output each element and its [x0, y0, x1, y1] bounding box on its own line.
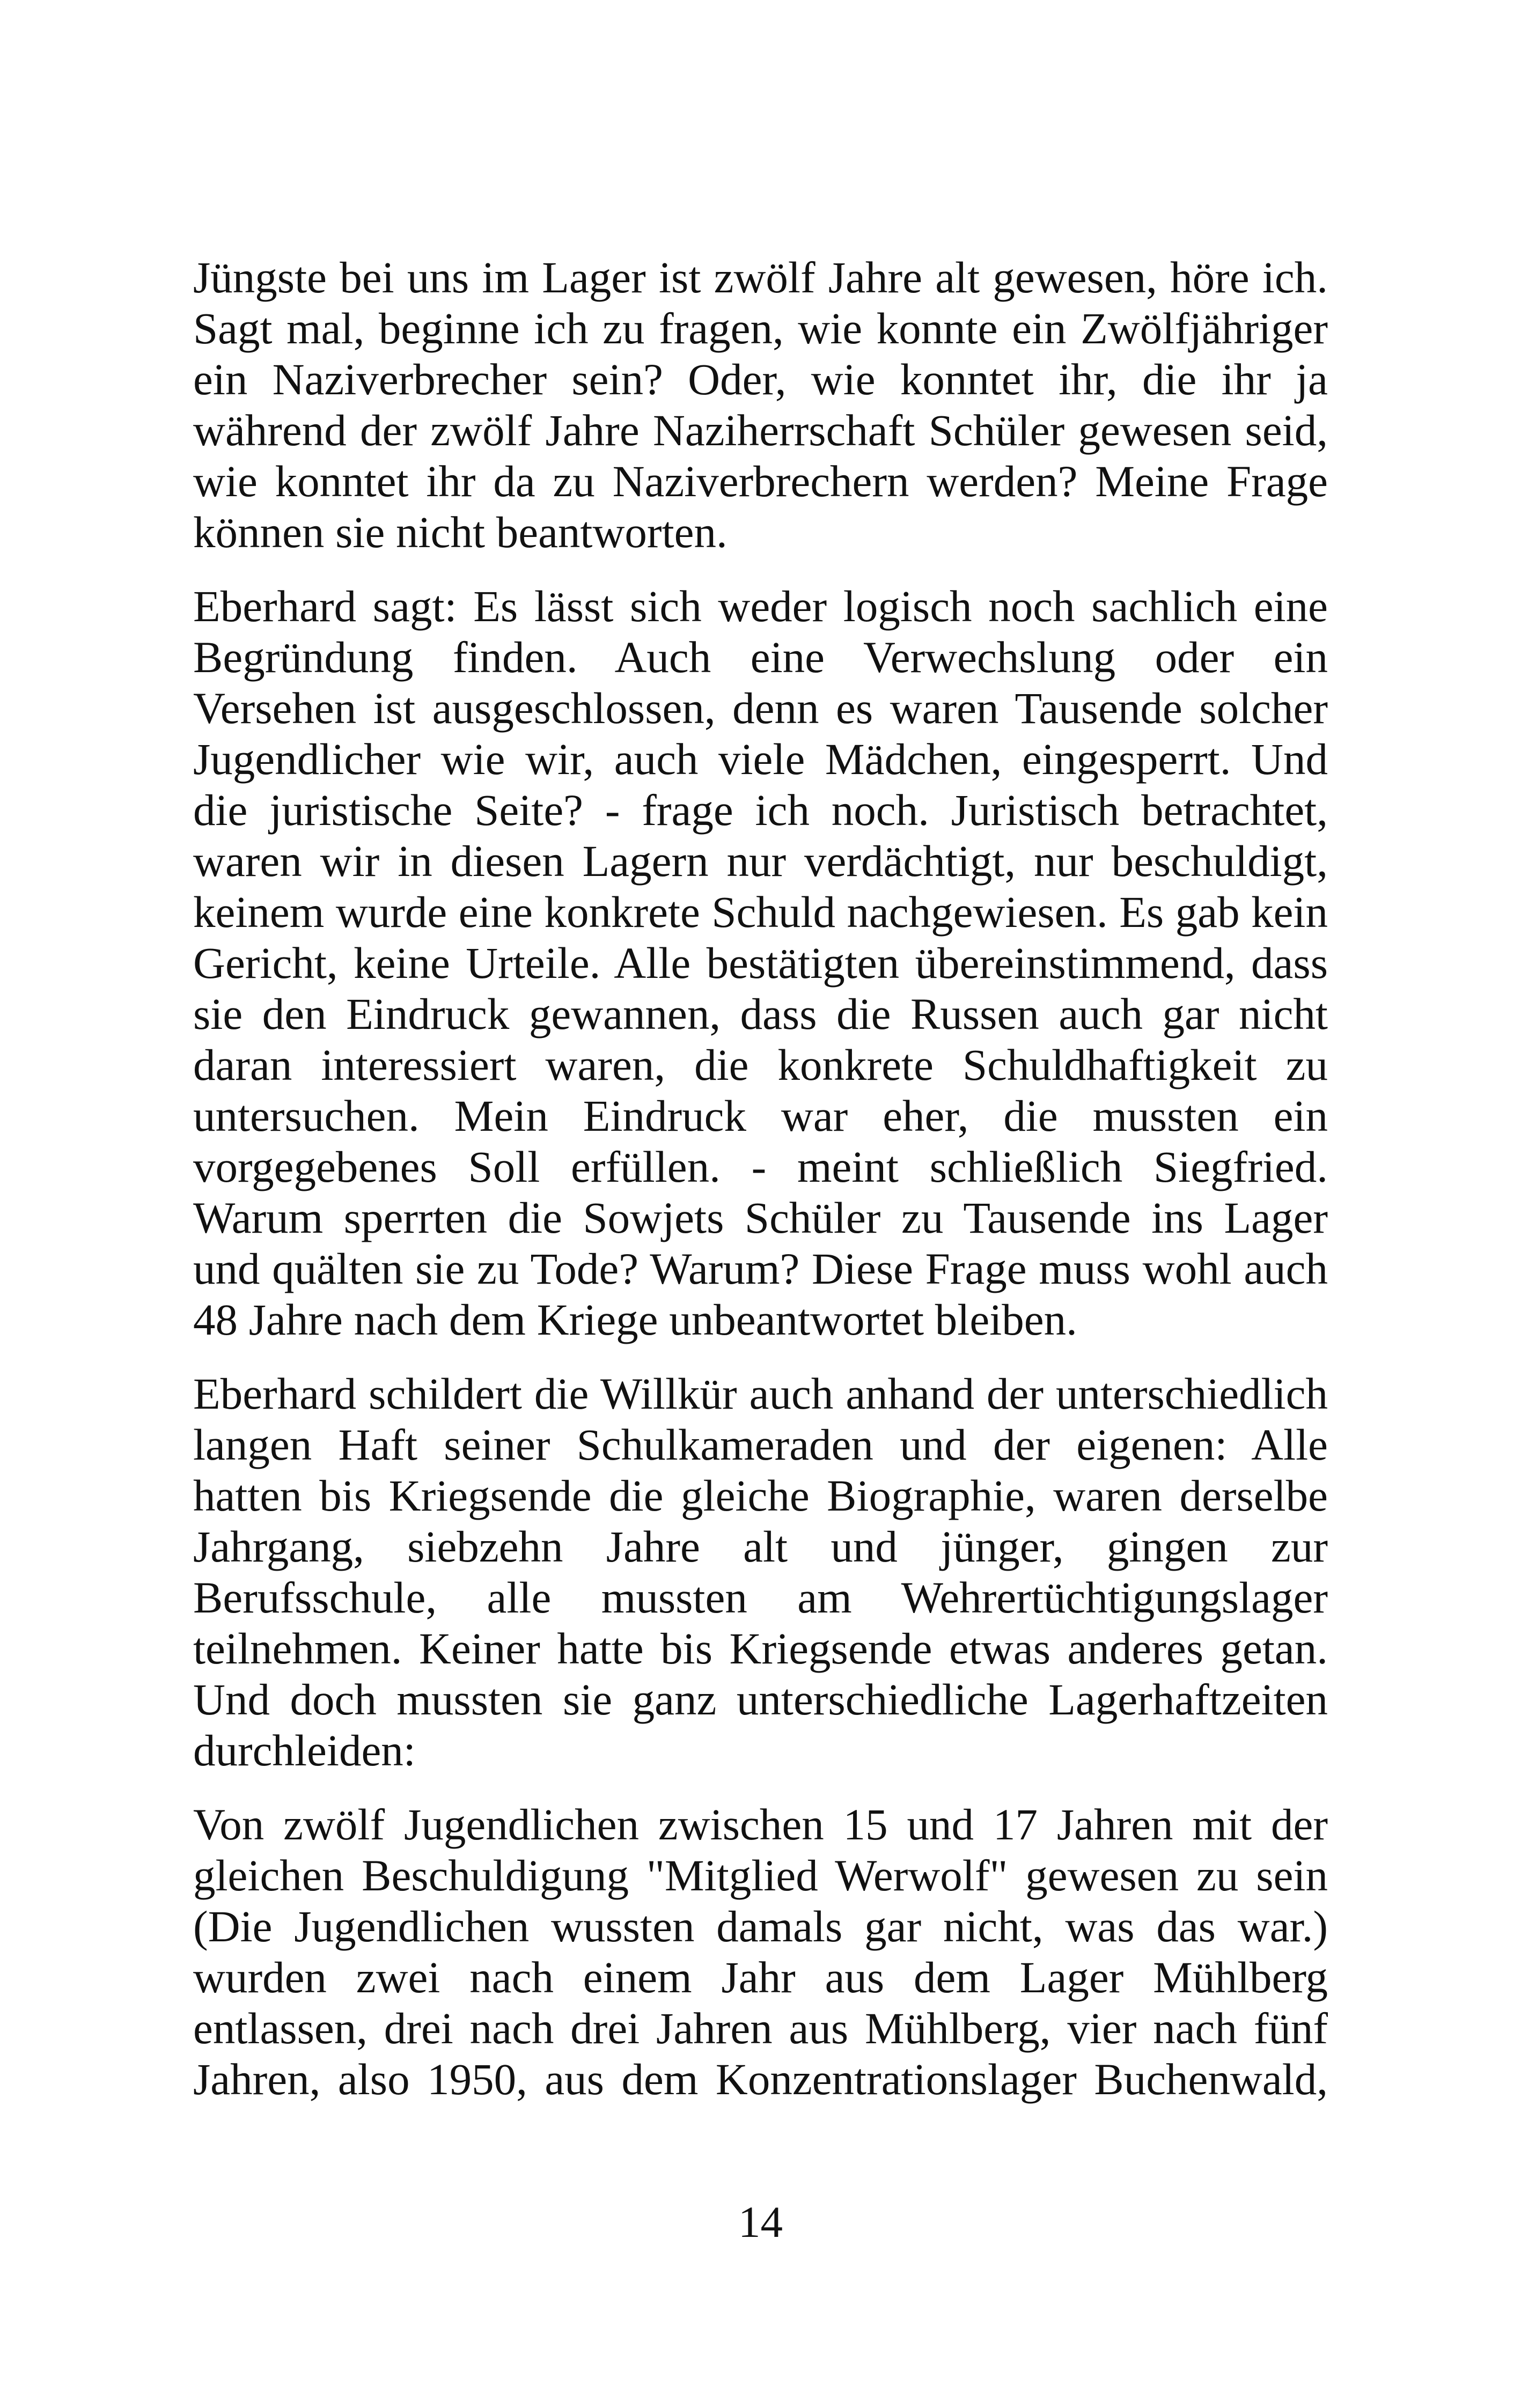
text-line: Eberhard schildert die Willkür auch anhand der unterschiedlich — [193, 1369, 1328, 1418]
paragraph-1 — [193, 252, 1328, 558]
text-line: 48 Jahre nach dem Kriege unbeantwortet bleiben. — [193, 1295, 1077, 1344]
text-line: können sie nicht beantworten. — [193, 507, 728, 557]
text-line: daran interessiert waren, die konkrete Schuldhaftigkeit zu — [193, 1040, 1328, 1089]
text-line: während der zwölf Jahre Naziherrschaft Schüler gewesen seid, — [193, 406, 1328, 455]
text-line: Begründung finden. Auch eine Verwechslung oder ein — [193, 632, 1328, 682]
text-line: Eberhard sagt: Es lässt sich weder logisch noch sachlich eine — [193, 581, 1328, 631]
text-line: vorgegebenes Soll erfüllen. - meint schließlich Siegfried. — [193, 1142, 1328, 1191]
text-line: keinem wurde eine konkrete Schuld nachgewiesen. Es gab kein — [193, 887, 1328, 937]
text-line: Gericht, keine Urteile. Alle bestätigten übereinstimmend, dass — [193, 938, 1328, 988]
text-line: langen Haft seiner Schulkameraden und der eigenen: Alle — [193, 1420, 1328, 1469]
text-line: Und doch mussten sie ganz unterschiedliche Lagerhaftzeiten — [193, 1675, 1328, 1724]
text-line: untersuchen. Mein Eindruck war eher, die mussten ein — [193, 1091, 1328, 1140]
text-line: die juristische Seite? - frage ich noch. Juristisch betrachtet, — [193, 785, 1328, 835]
text-line: teilnehmen. Keiner hatte bis Kriegsende etwas anderes getan. — [193, 1624, 1328, 1673]
text-line: Warum sperrten die Sowjets Schüler zu Tausende ins Lager — [193, 1193, 1328, 1242]
text-line: Berufsschule, alle mussten am Wehrertüchtigungslager — [193, 1573, 1328, 1622]
text-line: hatten bis Kriegsende die gleiche Biographie, waren derselbe — [193, 1471, 1328, 1520]
text-line: Jahrgang, siebzehn Jahre alt und jünger, gingen zur — [193, 1522, 1328, 1571]
text-line: entlassen, drei nach drei Jahren aus Mühlberg, vier nach fünf — [193, 2004, 1328, 2053]
paragraph-2 — [193, 581, 1328, 1345]
text-line: ein Naziverbrecher sein? Oder, wie konntet ihr, die ihr ja — [193, 355, 1328, 404]
page-body — [193, 252, 1328, 2128]
text-line: Sagt mal, beginne ich zu fragen, wie konnte ein Zwölfjähriger — [193, 304, 1328, 353]
text-line: Versehen ist ausgeschlossen, denn es waren Tausende solcher — [193, 683, 1328, 733]
text-line: Jüngste bei uns im Lager ist zwölf Jahre alt gewesen, höre ich. — [193, 253, 1328, 302]
text-line: Jugendlicher wie wir, auch viele Mädchen, eingesperrt. Und — [193, 734, 1328, 784]
text-line: (Die Jugendlichen wussten damals gar nicht, was das war.) — [193, 1902, 1328, 1951]
text-line: gleichen Beschuldigung "Mitglied Werwolf" gewesen zu sein — [193, 1851, 1328, 1900]
text-line: Jahren, also 1950, aus dem Konzentrationslager Buchenwald, — [193, 2054, 1328, 2104]
paragraph-4 — [193, 1799, 1328, 2105]
page-number: 14 — [738, 2197, 783, 2247]
paragraph-3 — [193, 1368, 1328, 1776]
text-line: wie konntet ihr da zu Naziverbrechern werden? Meine Frage — [193, 456, 1328, 506]
text-line: durchleiden: — [193, 1726, 416, 1775]
text-line: und quälten sie zu Tode? Warum? Diese Frage muss wohl auch — [193, 1244, 1328, 1293]
text-line: wurden zwei nach einem Jahr aus dem Lager Mühlberg — [193, 1953, 1328, 2002]
text-line: waren wir in diesen Lagern nur verdächtigt, nur beschuldigt, — [193, 836, 1328, 886]
text-line: Von zwölf Jugendlichen zwischen 15 und 17 Jahren mit der — [193, 1800, 1328, 1849]
text-line: sie den Eindruck gewannen, dass die Russen auch gar nicht — [193, 989, 1328, 1039]
